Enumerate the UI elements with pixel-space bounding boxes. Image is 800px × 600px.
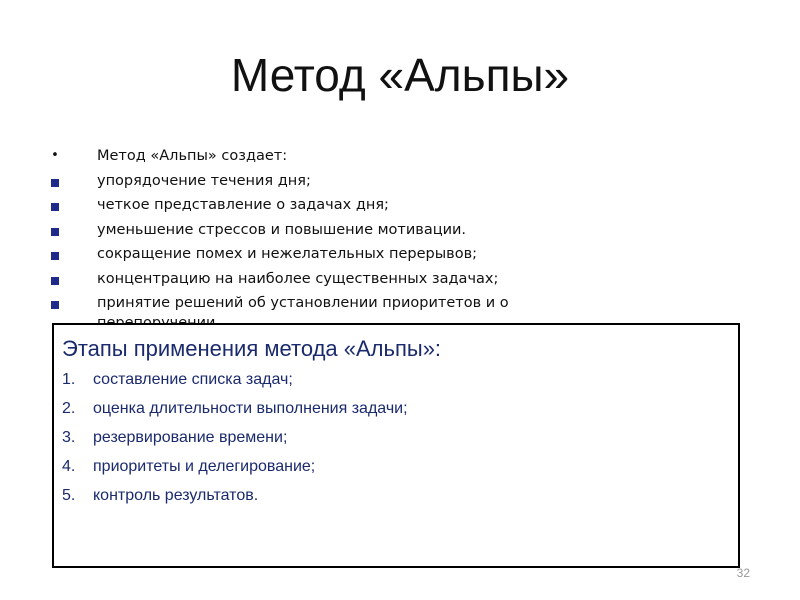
- list-item: [48, 244, 748, 269]
- stage-number: 4.: [62, 458, 76, 475]
- list-item: [48, 171, 748, 196]
- bullet-text: принятие решений об установлении приоритетов и о: [97, 295, 509, 311]
- bullet-text: упорядочение течения дня;: [97, 172, 311, 189]
- stage-text: приоритеты и делегирование;: [93, 458, 316, 475]
- stages-box: [52, 323, 740, 568]
- stages-list: [62, 370, 408, 515]
- stage-item: [62, 457, 408, 486]
- bullet-text: четкое представление о задачах дня;: [97, 197, 389, 213]
- bullet-square-icon: [48, 197, 62, 217]
- stage-item: [62, 428, 408, 457]
- stage-text: контроль результатов.: [93, 487, 259, 504]
- stage-text: оценка длительности выполнения задачи;: [93, 400, 408, 417]
- bullet-list: [48, 146, 748, 338]
- list-item: [48, 269, 748, 294]
- slide-title: Метод «Альпы»: [230, 49, 570, 101]
- stage-item: [62, 399, 408, 428]
- bullet-text: сокращение помех и нежелательных перерывов;: [97, 246, 478, 262]
- stage-number: 2.: [62, 400, 76, 417]
- stages-title: Этапы применения метода «Альпы»:: [62, 336, 442, 361]
- list-item: [48, 293, 748, 313]
- bullet-square-icon: [48, 173, 62, 193]
- list-item: [48, 195, 748, 220]
- list-item: [48, 220, 748, 245]
- stage-text: составление списка задач;: [93, 371, 293, 388]
- bullet-square-icon: [48, 295, 62, 315]
- page-number: 32: [736, 566, 750, 580]
- stage-number: 3.: [62, 429, 76, 446]
- bullet-square-icon: [48, 222, 62, 242]
- stage-number: 1.: [62, 371, 76, 388]
- stage-item: [62, 370, 408, 399]
- bullet-text: уменьшение стрессов и повышение мотивации.: [97, 221, 467, 238]
- bullet-text: концентрацию на наиболее существенных задачах;: [97, 270, 499, 287]
- stage-text: резервирование времени;: [93, 429, 288, 446]
- bullet-dot-icon: •: [51, 148, 59, 163]
- bullet-square-icon: [48, 271, 62, 291]
- stage-number: 5.: [62, 487, 76, 504]
- list-item: [48, 146, 748, 171]
- bullet-text: Метод «Альпы» создает:: [97, 148, 288, 164]
- bullet-square-icon: [48, 246, 62, 266]
- stage-item: [62, 486, 408, 515]
